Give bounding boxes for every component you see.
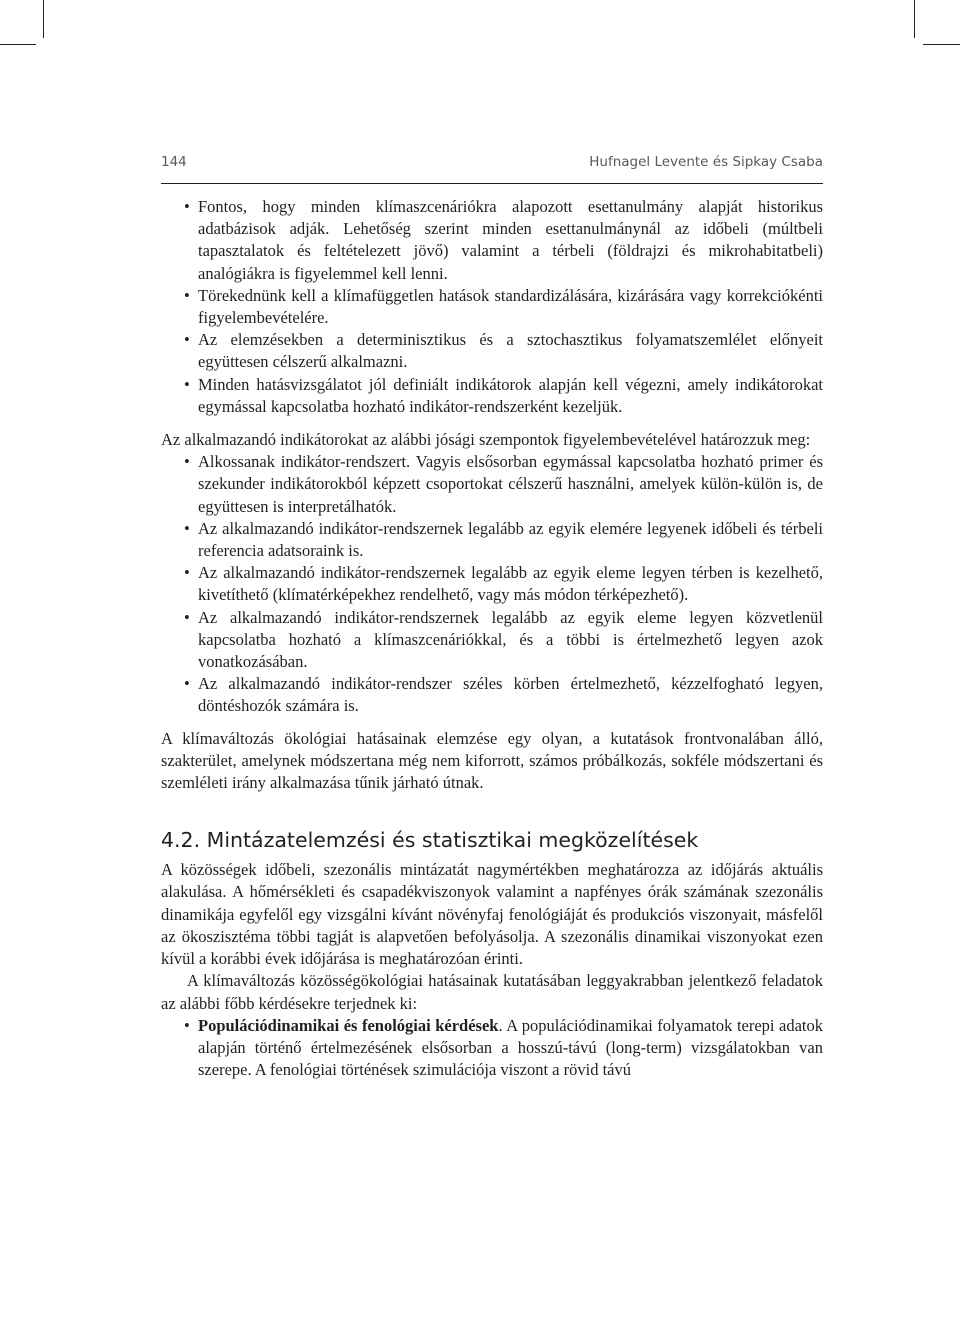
list-item: • Az alkalmazandó indikátor-rendszernek legalább az egyik elemére legyenek időbeli és térbeli referencia adatsoraink is. [184, 518, 823, 561]
crop-mark-top-right-horizontal [923, 44, 960, 45]
bullet-list-questions [161, 1015, 823, 1082]
bullet-list-principles [161, 196, 823, 418]
bold-term: Populációdinamikai és fenológiai kérdések [198, 1015, 499, 1035]
bullet-icon: • [184, 674, 190, 694]
list-item: • Populációdinamikai és fenológiai kérdések. A populációdinamikai folyamatok terepi adatok alapján történő értelmezésének elsősorban a hosszú-távú (long-term) vizsgálatokban van szerepe. A fenológiai történések szimulációja viszont a rövid távú [184, 1015, 823, 1080]
list-item: • Törekednünk kell a klímafüggetlen hatások standardizálására, kizárására vagy korrekciókénti figyelembevételére. [184, 285, 823, 328]
bullet-icon: • [184, 285, 190, 305]
bullet-icon: • [184, 518, 190, 538]
running-header-authors: Hufnagel Levente és Sipkay Csaba [589, 154, 823, 170]
list-item: • Az alkalmazandó indikátor-rendszer széles körben értelmezhető, kézzelfogható legyen, döntéshozók számára is. [184, 674, 823, 716]
crop-mark-top-left-horizontal [0, 44, 36, 45]
list-item: • Alkossanak indikátor-rendszert. Vagyis elsősorban egymással kapcsolatba hozható primer és szekunder indikátorokból képzett csoportokat célszerű használni, amelyek külön-külön is, de együttesen is interpretálhatók. [184, 452, 823, 516]
page-body [161, 196, 823, 1081]
list-item: • Az alkalmazandó indikátor-rendszernek legalább az egyik eleme legyen közvetlenül kapcsolatba hozható a klímaszcenáriókkal, és a többi is értelmezhető legyen azok vonatkozásában. [184, 607, 823, 672]
list-item: • Az alkalmazandó indikátor-rendszernek legalább az egyik eleme legyen térben is kezelhető, kivetíthető (klímatérképekhez rendelhető, vagy más módon térképezhető). [184, 563, 823, 605]
section-paragraph-1: A közösségek időbeli, szezonális mintázatát nagymértékben meghatározza az időjárás aktuális alakulása. A hőmérsékleti és csapadékviszonyok valamint a napfényes órák számának szezonális dinamikája egyfelől egy vizsgálni kívánt növényfaj fenológiáját és produkciós viszonyait, másfelől az ökoszisztéma többi tagját is alapvetően befolyásolja. A szezonális dinamikai viszonyokat ezen kívül a korábbi évek időjárása is meghatározóan érinti. [161, 860, 823, 969]
bullet-icon: • [184, 330, 190, 350]
list-item: • Az elemzésekben a determinisztikus és a sztochasztikus folyamatszemlélet előnyeit együttesen célszerű alkalmazni. [184, 330, 823, 372]
crop-mark-top-left-vertical [43, 0, 44, 38]
section-paragraph-2: A klímaváltozás közösségökológiai hatásainak kutatásában leggyakrabban jelentkező feladatok az alábbi főbb kérdésekre terjednek ki: [161, 971, 823, 1013]
bullet-icon: • [184, 374, 190, 394]
bullet-icon: • [184, 452, 190, 472]
paragraph-frontline: A klímaváltozás ökológiai hatásainak elemzése egy olyan, a kutatások frontvonalában álló, szakterület, amelynek módszertana még nem kiforrott, számos próbálkozás, sokféle módszertani és szemléleti irány alkalmazása tűnik járható útnak. [161, 728, 823, 793]
criteria-intro: Az alkalmazandó indikátorokat az alábbi jósági szempontok figyelembevételével határozzuk meg: [161, 430, 811, 450]
bullet-icon: • [184, 563, 190, 583]
running-header [161, 154, 823, 174]
header-rule [161, 183, 823, 184]
page-number: 144 [161, 154, 187, 170]
bullet-icon: • [184, 197, 190, 216]
crop-mark-top-right-vertical [914, 0, 915, 38]
list-item: • Fontos, hogy minden klímaszcenáriókra alapozott esettanulmány alapját historikus adatbázisok adják. Lehetőség szerint minden esettanulmánynál az időbeli (múltbeli tapasztalatok és feltételezett jövő) valamint a térbeli (földrajzi és mikrohabitatbeli) analógiákra is figyelemmel kell lenni. [184, 197, 823, 283]
section-heading: 4.2. Mintázatelemzési és statisztikai megközelítések [161, 828, 699, 853]
list-item: • Minden hatásvizsgálatot jól definiált indikátorok alapján kell végezni, amely indikátorokat egymással kapcsolatba hozható indikátor-rendszerként kezeljük. [184, 374, 823, 416]
bullet-list-criteria [161, 451, 823, 717]
bullet-icon: • [184, 607, 190, 627]
bullet-icon: • [184, 1015, 190, 1035]
